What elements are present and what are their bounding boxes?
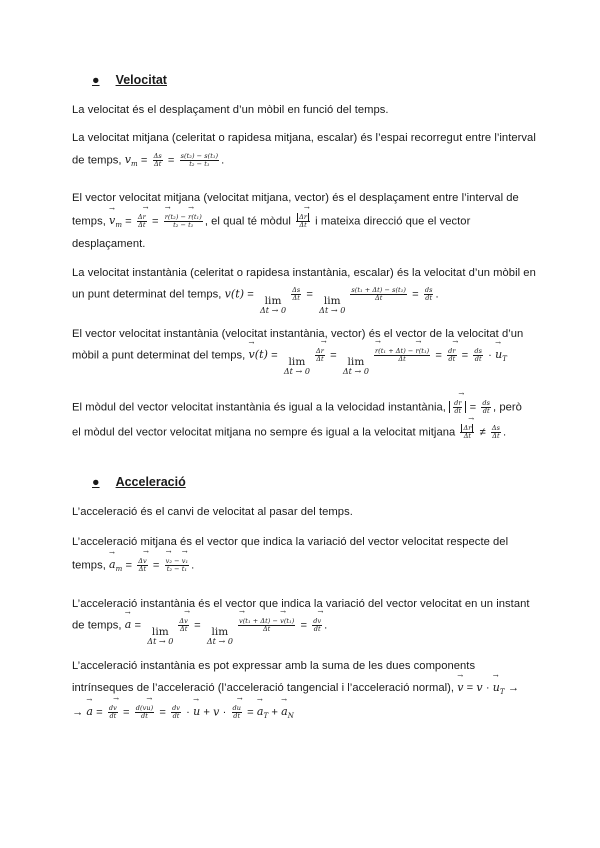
paragraph-line: L’acceleració instantània és el vector que indica la variació del vector velocitat en un instant: [72, 598, 530, 610]
paragraph-line: La velocitat instantània (celeritat o rapidesa instantània, escalar) és la velocitat d’un mòbil en: [72, 267, 536, 279]
formula-line-components-2: → → a = $\frac{d\to v}{dt}$ = $\frac{d(v\to u)}{dt}$ = $\frac{dv}{dt}$ · → u + v · $\frac{d\to u}{dt}$ = → $a_T$ + → $a_N$: [72, 705, 294, 720]
bullet-icon: ●: [92, 73, 100, 87]
paragraph-line: L’acceleració instantània es pot expressar amb la suma de les dues components: [72, 660, 476, 672]
formula-line-acceleracio-instantania: de temps, → a = lim Δt → 0 $\frac{\Delta\to v}{\Delta t}$ = lim Δt → 0 → $\frac{\text{v(t₁ + Δt) − → v(t₁)}}{\Delta t}$ = $\frac{d\to v}{dt}$ .: [72, 618, 327, 647]
formula-line-modul-mitjana: el mòdul del vector velocitat mitjana no sempre és igual a la velocitat mitjana $\frac{\Delta\to r}{\Delta t}$ ≠ $\frac{\Delta s}{\Delta t}$ .: [72, 425, 506, 440]
formula-line-vector-velocitat-instantania: mòbil a punt determinat del temps, → v(t) = lim Δt → 0 $\frac{\Delta\to r}{\Delta t}$ = lim Δt → 0 → $\frac{\text{r(t₁ + Δt) − → r(t₁)}}{\Delta t}$ = $\frac{d\to r}{dt}$ = $\frac{ds}{dt}$ · → $u_T$: [72, 348, 507, 377]
paragraph-line: El vector velocitat instantània (velocitat instantània, vector) és el vector de la velocitat d’un: [72, 328, 524, 340]
section-heading-velocitat: ● Velocitat: [92, 73, 167, 87]
paragraph-line: L’acceleració és el canvi de velocitat al pasar del temps.: [72, 506, 353, 518]
paragraph-line: desplaçament.: [72, 238, 146, 250]
section-heading-acceleracio: ● Acceleració: [92, 475, 186, 489]
formula-line-velocitat-mitjana: de temps, $v_m$ = $\frac{\Delta s}{\Delta t}$ = $\frac{\text{s(t₂) − s(t₁)}}{\text{t₂ − t₁}}$ .: [72, 152, 225, 169]
paragraph-line: L’acceleració mitjana és el vector que indica la variació del vector velocitat respecte del: [72, 536, 509, 548]
formula-line-components-1: intrínseques de l’acceleració (l’acceleració tangencial i l’acceleració normal), → v = v · → $u_T$ →: [72, 681, 519, 696]
formula-line-acceleracio-mitjana: temps, → $a_m$ = $\frac{\Delta\to v}{\Delta t}$ = → $\frac{\text{v₂ − → v₁}}{\text{t₂ − t₁}}$ .: [72, 558, 194, 573]
bullet-icon: ●: [92, 475, 100, 489]
paragraph-line: El vector velocitat mitjana (velocitat mitjana, vector) és el desplaçament entre l’interval de: [72, 192, 519, 204]
formula-line-velocitat-instantania: un punt determinat del temps, v(t) = lim Δt → 0 $\frac{\Delta s}{\Delta t}$ = lim Δt → 0 $\frac{\text{s(t₁ + Δt) − s(t₁)}}{\Delta t}$ = $\frac{ds}{dt}$ .: [72, 286, 439, 316]
paragraph-line: La velocitat mitjana (celeritat o rapidesa mitjana, escalar) és l’espai recorregut entre l’interval: [72, 132, 536, 144]
paragraph-line: La velocitat és el desplaçament d’un mòbil en funció del temps.: [72, 104, 389, 116]
formula-line-modul-instantania: El mòdul del vector velocitat instantània és igual a la velocidad instantània, $\frac{d\to r}{dt}$ = $\frac{ds}{dt}$ , però: [72, 400, 522, 415]
formula-line-vector-velocitat-mitjana: temps, → $v_m$ = $\frac{\Delta\to r}{\Delta t}$ = → $\frac{\text{r(t₂) − → r(t₁)}}{\text{t₂ − t₁}}$ , el qual té mòdul $\frac{\Delta\to r}{\Delta t}$ i mateixa direcció que el vector: [72, 214, 470, 229]
